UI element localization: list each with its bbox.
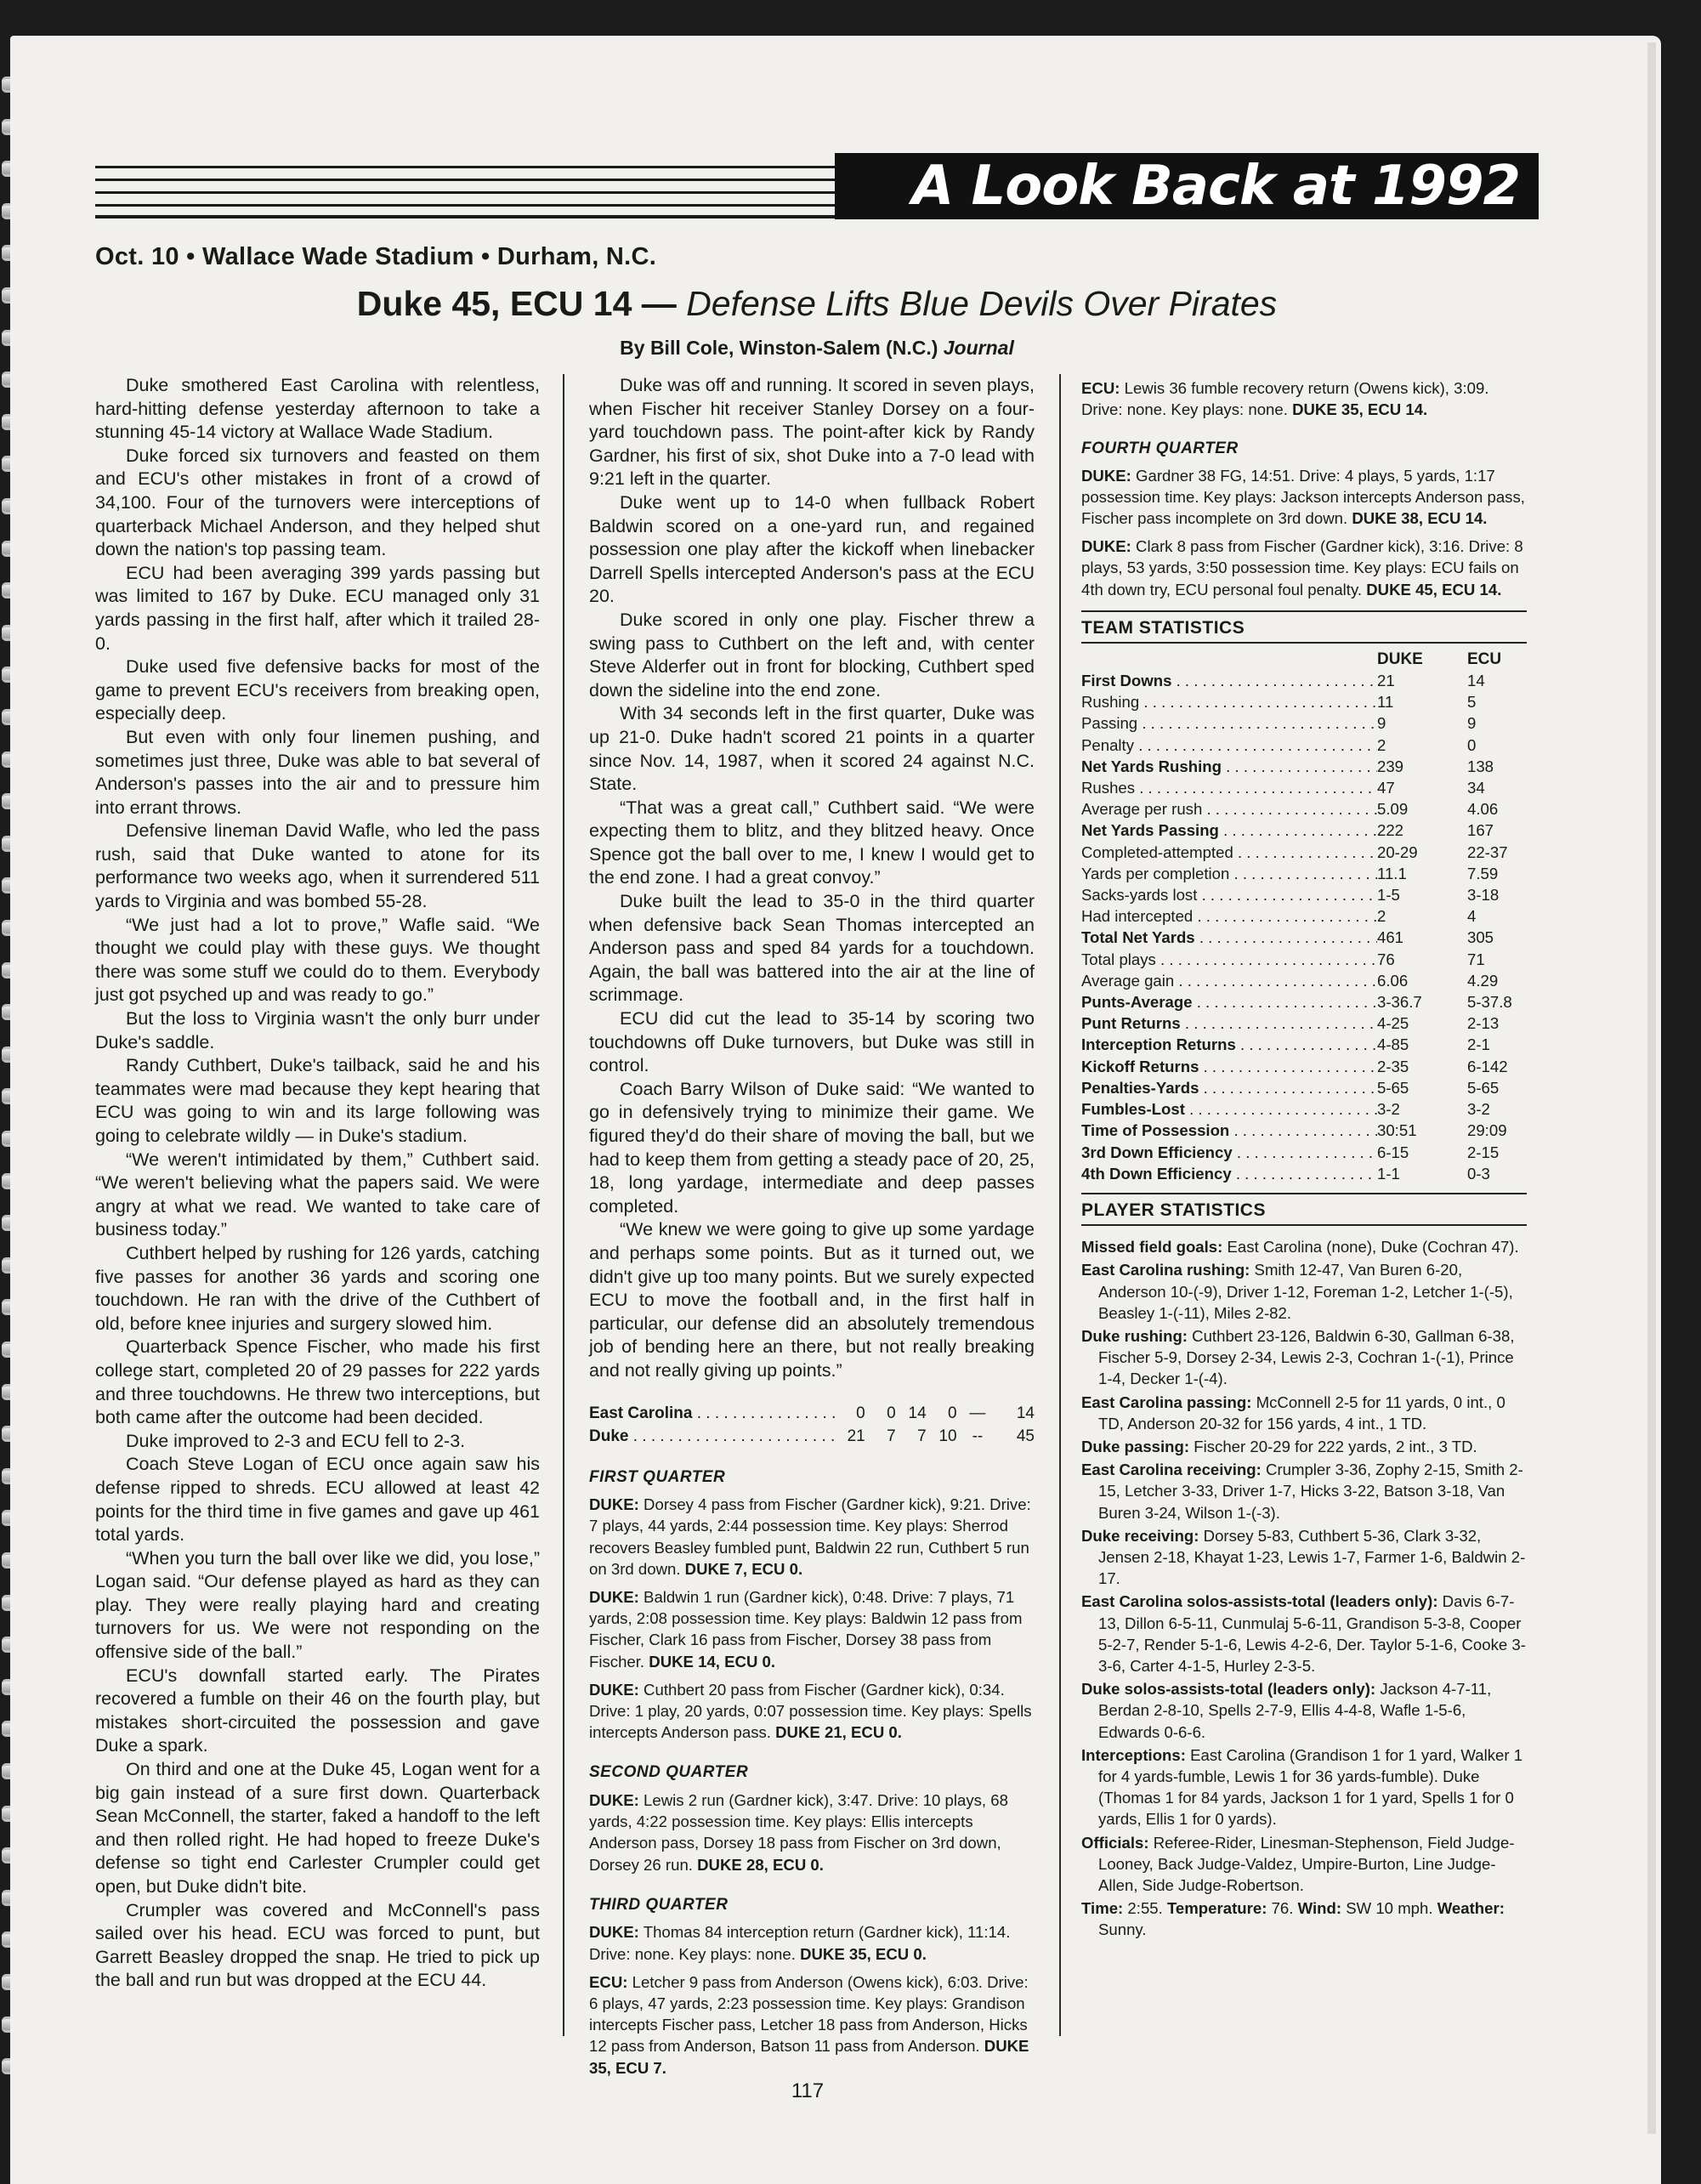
team-stat-label-cell <box>1081 691 1377 712</box>
player-stat-label: Duke passing: <box>1081 1437 1190 1455</box>
team-stat-ecu: 9 <box>1467 714 1477 733</box>
scoring-team: DUKE: <box>589 1923 639 1942</box>
team-stat-duke: 239 <box>1377 757 1404 775</box>
scoring-play <box>589 1971 1035 2079</box>
scoring-play <box>589 1586 1035 1672</box>
team-stat-row <box>1081 1056 1527 1077</box>
team-stat-ecu: 29:09 <box>1467 1121 1507 1140</box>
team-stat-ecu: 2-13 <box>1467 1014 1500 1033</box>
banner-rules <box>95 166 843 218</box>
team-stat-ecu: 2-15 <box>1467 1143 1500 1161</box>
scoring-score: DUKE 35, ECU 14. <box>1292 400 1428 419</box>
line-score-quarter: 7 <box>917 1427 927 1445</box>
player-stat-entry <box>1081 1236 1527 1257</box>
team-stat-label: Punt Returns . . . <box>1081 1014 1377 1032</box>
article-paragraph: Defensive lineman David Wafle, who led the pass rush, said that Duke wanted to atone for its performance two weeks ago, when it surrendered 511 yards to Virginia and was bombed 55-28. <box>95 820 540 912</box>
time-label: Time: <box>1081 1899 1124 1918</box>
article-paragraph: Coach Barry Wilson of Duke said: “We wanted to go in defensively trying to minimize their game. We figured they'd do their share of moving the ball, but we had to keep them from getting a steady pace of 20, 25, 18, long yardage, intermediate and deep passes completed. <box>589 1078 1035 1217</box>
team-stat-row <box>1081 1077 1527 1098</box>
article-paragraph: Duke used five defensive backs for most of the game to prevent ECU's receivers from breaking open, especially deep. <box>95 656 540 724</box>
quarter-heading: FIRST QUARTER <box>589 1467 726 1486</box>
scoring-text: Letcher 9 pass from Anderson (Owens kick), 6:03. Drive: 6 plays, 47 yards, 2:23 possession time. Key plays: Grandison intercepts Fischer pass, Letcher 18 pass from Anderson, Hicks 12 pass from Anderson, Batson 11 pass from Anderson. <box>589 1972 1029 2056</box>
team-stat-ecu: 138 <box>1467 757 1494 775</box>
byline-paper: Journal <box>943 337 1014 359</box>
article-paragraph: Quarterback Spence Fischer, who made his first college start, completed 20 of 29 passes for 222 yards and three touchdowns. He threw two interceptions, but both came after the outcome had been decided. <box>95 1336 540 1428</box>
team-stat-ecu: 4 <box>1467 907 1477 926</box>
line-score-quarter: 10 <box>938 1427 957 1445</box>
team-stat-label-cell <box>1081 1120 1377 1141</box>
headline <box>95 284 1539 324</box>
team-stat-duke: 4-25 <box>1377 1014 1409 1033</box>
team-stat-duke: 5.09 <box>1377 800 1409 819</box>
column-divider <box>563 374 564 2036</box>
scoring-text: Lewis 2 run (Gardner kick), 3:47. Drive: 10 plays, 68 yards, 4:22 possession time. Key plays: Ellis intercepts Anderson pass, Dorsey 18 pass from Fischer on 3rd down, Dorsey 26 run. <box>589 1790 1008 1874</box>
team-stat-row <box>1081 777 1527 798</box>
team-stat-duke: 2 <box>1377 907 1386 926</box>
player-stat-text: East Carolina (none), Duke (Cochran 47). <box>1222 1238 1519 1257</box>
team-stat-duke: 6-15 <box>1377 1143 1409 1161</box>
quarter-heading: THIRD QUARTER <box>589 1895 729 1914</box>
line-score-total: 45 <box>1016 1427 1035 1445</box>
team-stats-title: TEAM STATISTICS <box>1081 617 1245 638</box>
team-stat-duke: 2-35 <box>1377 1057 1409 1075</box>
player-stat-entry <box>1081 1832 1527 1897</box>
scoring-text: Clark 8 pass from Fischer (Gardner kick), 3:16. Drive: 8 plays, 53 yards, 3:50 possession time. Key plays: ECU fails on 4th down try, ECU personal foul penalty. <box>1081 537 1523 598</box>
scoring-text: Lewis 36 fumble recovery return (Owens kick), 3:09. Drive: none. Key plays: none. <box>1081 379 1489 419</box>
line-score-dash: — <box>969 1404 986 1422</box>
team-stat-row <box>1081 756 1527 777</box>
time-value: 2:55. <box>1123 1899 1167 1918</box>
scoring-text: Gardner 38 FG, 14:51. Drive: 4 plays, 5 yards, 1:17 possession time. Key plays: Jackson intercepts Anderson pass, Fischer pass incomplete on 3rd down. <box>1081 466 1525 528</box>
article-paragraph: Duke went up to 14-0 when fullback Robert Baldwin scored on a one-yard run, and regained possession one play after the kickoff when linebacker Darrell Spells intercepted Anderson's pass at the ECU 20. <box>589 491 1035 607</box>
team-stat-ecu: 5-37.8 <box>1467 993 1512 1012</box>
player-stat-text: McConnell 2-5 for 11 yards, 0 int., 0 TD, Anderson 20-32 for 156 yards, 4 int., 1 TD. <box>1098 1393 1505 1432</box>
team-stat-label: Rushes . . . <box>1081 779 1377 797</box>
wind-label: Wind: <box>1297 1899 1342 1918</box>
article-paragraph: “That was a great call,” Cuthbert said. “We were expecting them to blitz, and they blitzed heavy. Once Spence got the ball over to me, I knew I would get to the end zone. I had a great convoy.” <box>589 797 1035 888</box>
team-stat-label: Average gain . . . <box>1081 972 1377 990</box>
team-stat-label-cell <box>1081 949 1377 970</box>
team-stat-label-cell <box>1081 735 1377 756</box>
team-stat-row <box>1081 1142 1527 1163</box>
player-stat-label: East Carolina receiving: <box>1081 1461 1262 1479</box>
line-score-team: Duke . . . <box>589 1425 835 1448</box>
article-paragraph: ECU had been averaging 399 yards passing but was limited to 167 by Duke. ECU managed only 31 yards passing in the first half, after which it trailed 28-0. <box>95 562 540 654</box>
line-score-dash: -- <box>972 1427 984 1445</box>
team-stat-label: Passing . . . <box>1081 714 1377 732</box>
article-paragraph: Duke forced six turnovers and feasted on them and ECU's other mistakes in front of a crowd of 34,100. Four of the turnovers were interceptions of quarterback Michael Anderson, and they helped shut down the nation's top passing team. <box>95 445 540 560</box>
scoring-text: Cuthbert 20 pass from Fischer (Gardner kick), 0:34. Drive: 1 play, 20 yards, 0:07 possession time. Key plays: Spells intercepts Anderson pass. <box>589 1680 1032 1742</box>
stats-column <box>1081 377 1527 1943</box>
team-stat-label-cell <box>1081 756 1377 777</box>
article-paragraph: Duke improved to 2-3 and ECU fell to 2-3. <box>126 1430 466 1451</box>
section-rule <box>1081 1224 1527 1226</box>
team-stat-ecu: 2-1 <box>1467 1035 1490 1054</box>
player-stat-entry <box>1081 1525 1527 1590</box>
team-stat-row <box>1081 712 1527 734</box>
team-stat-ecu: 0-3 <box>1467 1164 1490 1183</box>
team-stat-row <box>1081 927 1527 948</box>
team-stat-duke: 4-85 <box>1377 1035 1409 1054</box>
team-stat-label: Sacks-yards lost . . . <box>1081 886 1377 904</box>
team-stat-label: Yards per completion . . . <box>1081 865 1377 882</box>
article-paragraph: Duke was off and running. It scored in seven plays, when Fischer hit receiver Stanley Dorsey on a four-yard touchdown pass. The point-after kick by Randy Gardner, his first of six, shot Duke into a 7-0 lead with 9:21 left in the quarter. <box>589 375 1035 490</box>
team-stat-ecu: 167 <box>1467 821 1494 840</box>
article-paragraph: Crumpler was covered and McConnell's pass sailed over his head. ECU was forced to punt, but Garrett Beasley dropped the snap. He tried to pick up the ball and run but was dropped at the ECU 44. <box>95 1899 540 1991</box>
scoring-score: DUKE 45, ECU 14. <box>1366 580 1502 598</box>
player-stat-text: Referee-Rider, Linesman-Stephenson, Field Judge-Looney, Back Judge-Valdez, Umpire-Burton, Line Judge-Allen, Side Judge-Robertson. <box>1098 1833 1515 1894</box>
team-stat-label: Total Net Yards . . . <box>1081 928 1377 946</box>
team-stat-row <box>1081 949 1527 970</box>
section-rule <box>1081 642 1527 644</box>
article-paragraph: Coach Steve Logan of ECU once again saw his defense ripped to shreds. ECU allowed at least 42 points for the third time in five games and gave up 461 total yards. <box>95 1454 540 1546</box>
page-edge <box>1647 43 1656 2134</box>
scoring-team: ECU: <box>589 1972 628 1991</box>
team-stat-ecu: 4.29 <box>1467 971 1499 990</box>
article-paragraph: “We weren't intimidated by them,” Cuthbert said. “We weren't believing what the papers said. We were angry at what we read. We wanted to take care of business today.” <box>95 1149 540 1240</box>
team-stat-ecu: 6-142 <box>1467 1057 1508 1075</box>
team-stat-row <box>1081 1120 1527 1141</box>
section-rule <box>1081 610 1527 612</box>
player-stats <box>1081 1236 1527 1896</box>
scoring-summary-fourth <box>1081 438 1527 599</box>
line-score-quarter: 7 <box>887 1427 896 1445</box>
headline-subtitle: Defense Lifts Blue Devils Over Pirates <box>686 284 1278 323</box>
team-stat-ecu: 7.59 <box>1467 864 1499 882</box>
team-stat-label: Penalty . . . <box>1081 736 1377 754</box>
player-stat-label: Officials: <box>1081 1833 1149 1852</box>
team-stat-ecu: 0 <box>1467 735 1477 754</box>
team-stat-label-cell <box>1081 712 1377 734</box>
team-stat-label: Total plays . . . <box>1081 950 1377 968</box>
team-stats-table <box>1081 670 1527 1184</box>
team-stat-label-cell <box>1081 927 1377 948</box>
player-stat-label: Duke solos-assists-total (leaders only): <box>1081 1680 1376 1699</box>
team-stat-ecu: 4.06 <box>1467 800 1499 819</box>
player-stat-label: East Carolina solos-assists-total (leaders only): <box>1081 1592 1438 1611</box>
article-paragraph: Duke built the lead to 35-0 in the third quarter when defensive back Sean Thomas intercepted an Anderson pass and sped 84 yards for a touchdown. Again, the ball was battered into the air at the line of scrimmage. <box>589 891 1035 1006</box>
scoring-score: DUKE 35, ECU 0. <box>800 1944 927 1963</box>
team-stat-label-cell <box>1081 1034 1377 1055</box>
player-stat-entry <box>1081 1591 1527 1676</box>
weather-value: Sunny. <box>1098 1920 1147 1939</box>
headline-score: Duke 45, ECU 14 — <box>356 284 687 323</box>
team-stat-ecu: 3-2 <box>1467 1100 1490 1119</box>
team-stat-label: Kickoff Returns . . . <box>1081 1058 1377 1075</box>
team-stat-ecu: 5 <box>1467 693 1477 712</box>
team-stat-row <box>1081 670 1527 691</box>
player-stats-title: PLAYER STATISTICS <box>1081 1200 1266 1220</box>
team-stat-label: Had intercepted . . . <box>1081 907 1377 925</box>
player-stat-label: Duke rushing: <box>1081 1326 1188 1345</box>
temperature-label: Temperature: <box>1166 1899 1267 1918</box>
scoring-score: DUKE 28, ECU 0. <box>697 1855 824 1874</box>
team-stat-label-cell <box>1081 1056 1377 1077</box>
byline <box>95 337 1539 360</box>
player-stat-label: Interceptions: <box>1081 1745 1186 1764</box>
team-stat-row <box>1081 735 1527 756</box>
team-stat-row <box>1081 884 1527 905</box>
scoring-text: Baldwin 1 run (Gardner kick), 0:48. Drive: 7 plays, 71 yards, 2:08 possession time. Key plays: Baldwin 12 pass from Fischer, Clark 16 pass from Fischer, Dorsey 38 pass from Fischer. <box>589 1587 1023 1671</box>
player-stat-entry <box>1081 1436 1527 1457</box>
scoring-play <box>1081 465 1527 530</box>
scoring-play <box>589 1679 1035 1744</box>
article-paragraph: With 34 seconds left in the first quarter, Duke was up 21-0. Duke hadn't scored 21 points in a quarter since Nov. 14, 1987, when it scored 24 against N.C. State. <box>589 703 1035 795</box>
article-paragraph: Randy Cuthbert, Duke's tailback, said he and his teammates were mad because they kept hearing that ECU was going to win and its large following was going to celebrate wildly — in Duke's stadium. <box>95 1055 540 1146</box>
player-stat-text: Dorsey 5-83, Cuthbert 5-36, Clark 3-32, Jensen 2-18, Khayat 1-23, Lewis 1-7, Farmer 1-6, Baldwin 2-17. <box>1098 1526 1526 1588</box>
team-stat-label-cell <box>1081 1013 1377 1034</box>
team-stat-row <box>1081 905 1527 927</box>
team-stat-duke: 47 <box>1377 779 1395 797</box>
team-stat-ecu: 5-65 <box>1467 1078 1500 1097</box>
team-stat-row <box>1081 970 1527 991</box>
team-stat-label-cell <box>1081 798 1377 820</box>
weather-label: Weather: <box>1437 1899 1505 1918</box>
team-stat-duke: 5-65 <box>1377 1078 1409 1097</box>
team-stat-ecu: 14 <box>1467 672 1485 690</box>
scoring-team: DUKE: <box>589 1680 639 1699</box>
article-paragraph: ECU's downfall started early. The Pirates recovered a fumble on their 46 on the fourth play, but mistakes short-circuited the possession and gave Duke a spark. <box>95 1665 540 1756</box>
team-stat-duke: 3-2 <box>1377 1100 1400 1119</box>
team-stat-duke: 30:51 <box>1377 1121 1417 1140</box>
team-stat-duke: 2 <box>1377 735 1386 754</box>
player-stat-entry <box>1081 1744 1527 1830</box>
article-column-2-text <box>589 374 1035 1383</box>
team-stat-label-cell <box>1081 1163 1377 1184</box>
article-paragraph: “We knew we were going to give up some yardage and perhaps some points. But as it turned out, we didn't give up too many points. But we surely expected ECU to move the football and, in the first half in particular, our defense did an absolutely tremendous job of bending here an there, but not really breaking and not really giving up points.” <box>589 1219 1035 1381</box>
team-stat-label: Average per rush . . . <box>1081 800 1377 818</box>
team-stat-row <box>1081 691 1527 712</box>
line-score-team: East Carolina . . . <box>589 1402 835 1425</box>
team-stat-row <box>1081 991 1527 1013</box>
player-stat-text: East Carolina (Grandison 1 for 1 yard, Walker 1 for 4 yards-fumble, Lewis 1 for 36 yards-fumble). Duke (Thomas 1 for 84 yards, Jackson 1 for 1 yard, Spells 1 for 0 yards, Ellis 1 for 0 yards). <box>1098 1745 1523 1829</box>
team-stat-label-cell <box>1081 863 1377 884</box>
line-score <box>589 1402 1035 1448</box>
article-paragraph: Cuthbert helped by rushing for 126 yards, catching five passes for another 36 yards and scoring one touchdown. He ran with the drive of the Cuthbert of old, before knee injuries and surgery slowed him. <box>95 1242 540 1334</box>
byline-author: By Bill Cole, Winston-Salem (N.C.) <box>620 337 944 359</box>
scoring-score: DUKE 7, ECU 0. <box>684 1559 803 1578</box>
column-divider <box>1059 374 1061 2036</box>
team-stat-label: Time of Possession . . . <box>1081 1121 1377 1139</box>
team-stat-ecu: 305 <box>1467 928 1494 947</box>
article-paragraph: “We just had a lot to prove,” Wafle said. “We thought we could play with these guys. We thought there was some stuff we could do to them. Everybody just got psyched up and was ready to go.” <box>95 914 540 1006</box>
scoring-team: ECU: <box>1081 379 1120 397</box>
team-stat-duke: 222 <box>1377 821 1404 840</box>
scoring-score: DUKE 35, ECU 7. <box>589 2037 1029 2077</box>
player-stat-text: Cuthbert 23-126, Baldwin 6-30, Gallman 6-38, Fischer 5-9, Dorsey 2-34, Lewis 2-3, Cochran 1-(-1), Prince 1-4, Decker 1-(-4). <box>1098 1326 1515 1388</box>
line-score-row <box>589 1402 1035 1425</box>
team-stat-label-cell <box>1081 820 1377 841</box>
team-stat-label: 4th Down Efficiency . . . <box>1081 1165 1377 1183</box>
team-stat-ecu: 34 <box>1467 779 1485 797</box>
team-stat-label: Fumbles-Lost . . . <box>1081 1100 1377 1118</box>
article-paragraph: ECU did cut the lead to 35-14 by scoring two touchdowns off Duke turnovers, but Duke was still in control. <box>589 1008 1035 1076</box>
scoring-score: DUKE 14, ECU 0. <box>649 1652 776 1671</box>
scoring-score: DUKE 21, ECU 0. <box>775 1723 902 1742</box>
team-stats-ecu-header: ECU <box>1467 650 1502 669</box>
player-stat-label: Duke receiving: <box>1081 1526 1199 1545</box>
team-stat-label-cell <box>1081 670 1377 691</box>
team-stat-duke: 6.06 <box>1377 971 1409 990</box>
line-score-row <box>589 1425 1035 1448</box>
player-stat-text: Fischer 20-29 for 222 yards, 2 int., 3 TD. <box>1189 1437 1477 1455</box>
player-stat-label: East Carolina rushing: <box>1081 1261 1250 1279</box>
team-stat-label-cell <box>1081 1077 1377 1098</box>
article-paragraph: On third and one at the Duke 45, Logan went for a big gain instead of a sure first down. Quarterback Sean McConnell, the starter, faked a handoff to the left and then rolled right. He had hoped to freeze Duke's defense so tight end Carlester Crumpler could get open, but Duke didn't bite. <box>95 1759 540 1897</box>
team-stat-duke: 76 <box>1377 950 1395 968</box>
team-stat-duke: 3-36.7 <box>1377 993 1422 1012</box>
game-conditions <box>1081 1898 1527 1940</box>
article-paragraph: Duke scored in only one play. Fischer threw a swing pass to Cuthbert on the left and, with center Steve Alderfer out in front for blocking, Cuthbert sped down the sideline into the end zone. <box>589 609 1035 701</box>
player-stat-text: Jackson 4-7-11, Berdan 2-8-10, Spells 2-7-9, Ellis 4-4-8, Wafle 1-5-6, Edwards 0-6-6. <box>1098 1680 1492 1741</box>
wind-value: SW 10 mph. <box>1341 1899 1437 1918</box>
article-paragraph: Duke smothered East Carolina with relentless, hard-hitting defense yesterday afternoon to take a stunning 45-14 victory at Wallace Wade Stadium. <box>95 375 540 443</box>
team-stat-label: Completed-attempted . . . <box>1081 843 1377 861</box>
article-column-2 <box>589 374 1035 2085</box>
scoring-team: DUKE: <box>1081 466 1131 485</box>
team-stat-duke: 1-5 <box>1377 886 1400 905</box>
team-stat-label: Net Yards Passing . . . <box>1081 821 1377 839</box>
team-stat-duke: 20-29 <box>1377 842 1418 861</box>
quarter-heading: SECOND QUARTER <box>589 1763 749 1782</box>
team-stat-label-cell <box>1081 905 1377 927</box>
team-stat-row <box>1081 842 1527 863</box>
player-stat-text: Smith 12-47, Van Buren 6-20, Anderson 10-(-9), Driver 1-12, Foreman 1-2, Letcher 1-(-5), Beasley 1-(-11), Miles 2-82. <box>1098 1261 1513 1322</box>
team-stat-duke: 1-1 <box>1377 1164 1400 1183</box>
team-stat-row <box>1081 1034 1527 1055</box>
scoring-play <box>589 1494 1035 1580</box>
player-stat-text: Davis 6-7-13, Dillon 6-5-11, Cunmulaj 5-6-11, Grandison 5-3-8, Cooper 5-2-7, Render 5-1-6, Lewis 4-2-6, Der. Taylor 5-1-6, Cooke 3-3-6, Carter 4-1-5, Hurley 2-3-5. <box>1098 1592 1526 1675</box>
line-score-quarter: 0 <box>948 1404 957 1422</box>
team-stats-header <box>1081 649 1527 670</box>
scoring-team: DUKE: <box>589 1790 639 1809</box>
scoring-play <box>589 1790 1035 1875</box>
team-stat-label-cell <box>1081 842 1377 863</box>
line-score-quarter: 21 <box>847 1427 865 1445</box>
team-stat-duke: 9 <box>1377 714 1386 733</box>
line-score-total: 14 <box>1016 1404 1035 1422</box>
scoring-play <box>1081 536 1527 600</box>
scoring-team: DUKE: <box>589 1587 639 1606</box>
team-stat-label: First Downs . . . <box>1081 672 1377 689</box>
scoring-play <box>589 1921 1035 1964</box>
team-stat-row <box>1081 1098 1527 1120</box>
line-score-quarter: 14 <box>908 1404 927 1422</box>
team-stat-label-cell <box>1081 884 1377 905</box>
scoring-text: Thomas 84 interception return (Gardner kick), 11:14. Drive: none. Key plays: none. <box>589 1923 1011 1963</box>
scoring-text: Dorsey 4 pass from Fischer (Gardner kick), 9:21. Drive: 7 plays, 44 yards, 2:44 possession time. Key plays: Sherrod recovers Beasley fumbled punt, Baldwin 22 run, Cuthbert 5 run on 3rd down. <box>589 1495 1031 1578</box>
player-stat-entry <box>1081 1259 1527 1324</box>
team-stats-duke-header: DUKE <box>1377 650 1423 669</box>
team-stat-ecu: 22-37 <box>1467 842 1508 861</box>
team-stat-label-cell <box>1081 1142 1377 1163</box>
team-stat-label: 3rd Down Efficiency . . . <box>1081 1143 1377 1161</box>
line-score-quarter: 0 <box>856 1404 865 1422</box>
team-stat-row <box>1081 820 1527 841</box>
article-paragraph: “When you turn the ball over like we did, you lose,” Logan said. “Our defense played as hard as they can play. They were really playing hard and creating turnovers for us. We were not responding on the offensive side of the ball.” <box>95 1547 540 1663</box>
team-stat-ecu: 71 <box>1467 950 1485 968</box>
team-stat-row <box>1081 863 1527 884</box>
article-column-1 <box>95 374 540 1993</box>
page-number: 117 <box>791 2079 825 2102</box>
scoring-team: DUKE: <box>1081 537 1131 556</box>
team-stat-duke: 21 <box>1377 672 1395 690</box>
player-stat-label: East Carolina passing: <box>1081 1393 1252 1411</box>
scoring-summary <box>589 1466 1035 2079</box>
player-stat-entry <box>1081 1392 1527 1434</box>
team-stat-row <box>1081 798 1527 820</box>
scoring-team: DUKE: <box>589 1495 639 1514</box>
team-stat-label-cell <box>1081 970 1377 991</box>
article-paragraph: But even with only four linemen pushing, and sometimes just three, Duke was able to bat several of Anderson's passes into the air and to pressure him into errant throws. <box>95 726 540 818</box>
team-stat-label-cell <box>1081 991 1377 1013</box>
team-stat-label-cell <box>1081 777 1377 798</box>
player-stat-entry <box>1081 1325 1527 1390</box>
scoring-play <box>1081 377 1527 420</box>
team-stat-duke: 11.1 <box>1377 864 1407 882</box>
team-stat-label-cell <box>1081 1098 1377 1120</box>
player-stat-entry <box>1081 1678 1527 1743</box>
player-stat-entry <box>1081 1459 1527 1523</box>
quarter-heading: FOURTH QUARTER <box>1081 440 1239 458</box>
team-stat-ecu: 3-18 <box>1467 886 1500 905</box>
player-stat-text: Crumpler 3-36, Zophy 2-15, Smith 2-15, Letcher 3-33, Driver 1-7, Hicks 3-22, Batson 3-18, Van Buren 3-24, Wilson 1-(-3). <box>1098 1461 1523 1522</box>
scoring-score: DUKE 38, ECU 14. <box>1352 509 1488 528</box>
banner-title: A Look Back at 1992 <box>835 153 1539 219</box>
team-stat-label: Punts-Average . . . <box>1081 993 1377 1011</box>
player-stat-label: Missed field goals: <box>1081 1238 1223 1257</box>
team-stat-label: Interception Returns . . . <box>1081 1035 1377 1053</box>
team-stat-duke: 461 <box>1377 928 1404 947</box>
team-stat-row <box>1081 1163 1527 1184</box>
article-paragraph: But the loss to Virginia wasn't the only burr under Duke's saddle. <box>95 1008 540 1052</box>
dateline: Oct. 10 • Wallace Wade Stadium • Durham, N.C. <box>95 243 657 270</box>
team-stat-label: Rushing . . . <box>1081 693 1377 711</box>
temperature-value: 76. <box>1267 1899 1298 1918</box>
team-stat-duke: 11 <box>1377 693 1394 712</box>
team-stat-label: Penalties-Yards . . . <box>1081 1079 1377 1097</box>
team-stat-row <box>1081 1013 1527 1034</box>
section-rule <box>1081 1193 1527 1194</box>
line-score-quarter: 0 <box>887 1404 896 1422</box>
team-stat-label: Net Yards Rushing . . . <box>1081 757 1377 775</box>
